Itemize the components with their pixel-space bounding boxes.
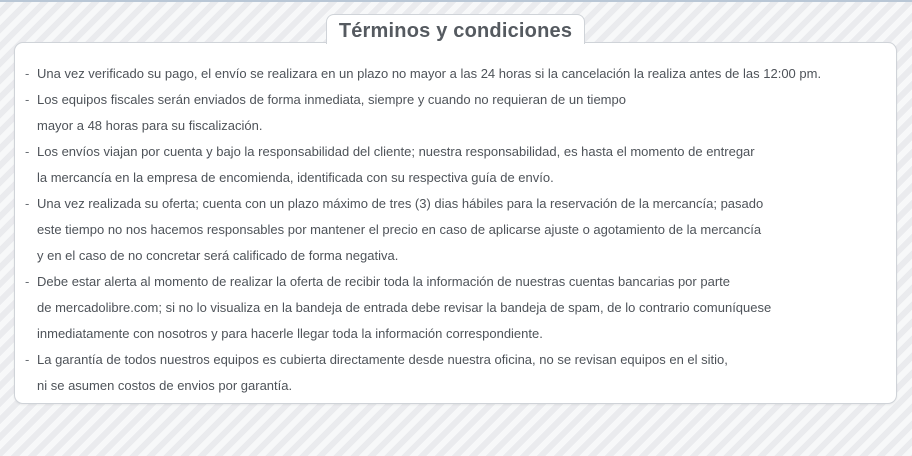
term-line: este tiempo no nos hacemos responsables por mantener el precio en caso de aplicarse ajuste o agotamiento de la mercancía: [37, 222, 762, 237]
term-line: Los equipos fiscales serán enviados de forma inmediata, siempre y cuando no requieran de un tiempo: [37, 92, 626, 107]
bullet-dash: -: [25, 92, 30, 107]
term-item: [0, 347, 912, 399]
term-item: [0, 191, 912, 269]
term-line: Los envíos viajan por cuenta y bajo la responsabilidad del cliente; nuestra responsabilidad, es hasta el momento de entregar: [37, 144, 755, 159]
term-line: la mercancía en la empresa de encomienda, identificada con su respectiva guía de envío.: [37, 170, 554, 185]
title-tab: [326, 14, 585, 44]
page-title: Términos y condiciones: [338, 20, 573, 42]
term-item: [0, 139, 912, 191]
terms-list: [0, 61, 912, 399]
term-item: [0, 269, 912, 347]
term-item: [0, 61, 912, 87]
bullet-dash: -: [25, 144, 30, 159]
term-line: La garantía de todos nuestros equipos es cubierta directamente desde nuestra oficina, no se revisan equipos en el sitio,: [37, 352, 728, 367]
bullet-dash: -: [25, 196, 30, 211]
term-item: [0, 87, 912, 139]
bullet-dash: -: [25, 274, 30, 289]
bullet-dash: -: [25, 66, 30, 81]
term-line: ni se asumen costos de envios por garantía.: [37, 378, 293, 393]
top-rule: [0, 0, 912, 2]
term-line: Una vez verificado su pago, el envío se realizara en un plazo no mayor a las 24 horas si la cancelación la realiza antes de las 12:00 pm.: [37, 66, 822, 81]
term-line: Una vez realizada su oferta; cuenta con un plazo máximo de tres (3) dias hábiles para la reservación de la mercancía; pasado: [37, 196, 764, 211]
term-line: Debe estar alerta al momento de realizar la oferta de recibir toda la información de nuestras cuentas bancarias por parte: [37, 274, 730, 289]
term-line: mayor a 48 horas para su fiscalización.: [37, 118, 263, 133]
term-line: inmediatamente con nosotros y para hacerle llegar toda la información correspondiente.: [37, 326, 543, 341]
bullet-dash: -: [25, 352, 30, 367]
term-line: y en el caso de no concretar será calificado de forma negativa.: [37, 248, 399, 263]
term-line: de mercadolibre.com; si no lo visualiza en la bandeja de entrada debe revisar la bandeja de spam, de lo contrario comuníquese: [37, 300, 772, 315]
